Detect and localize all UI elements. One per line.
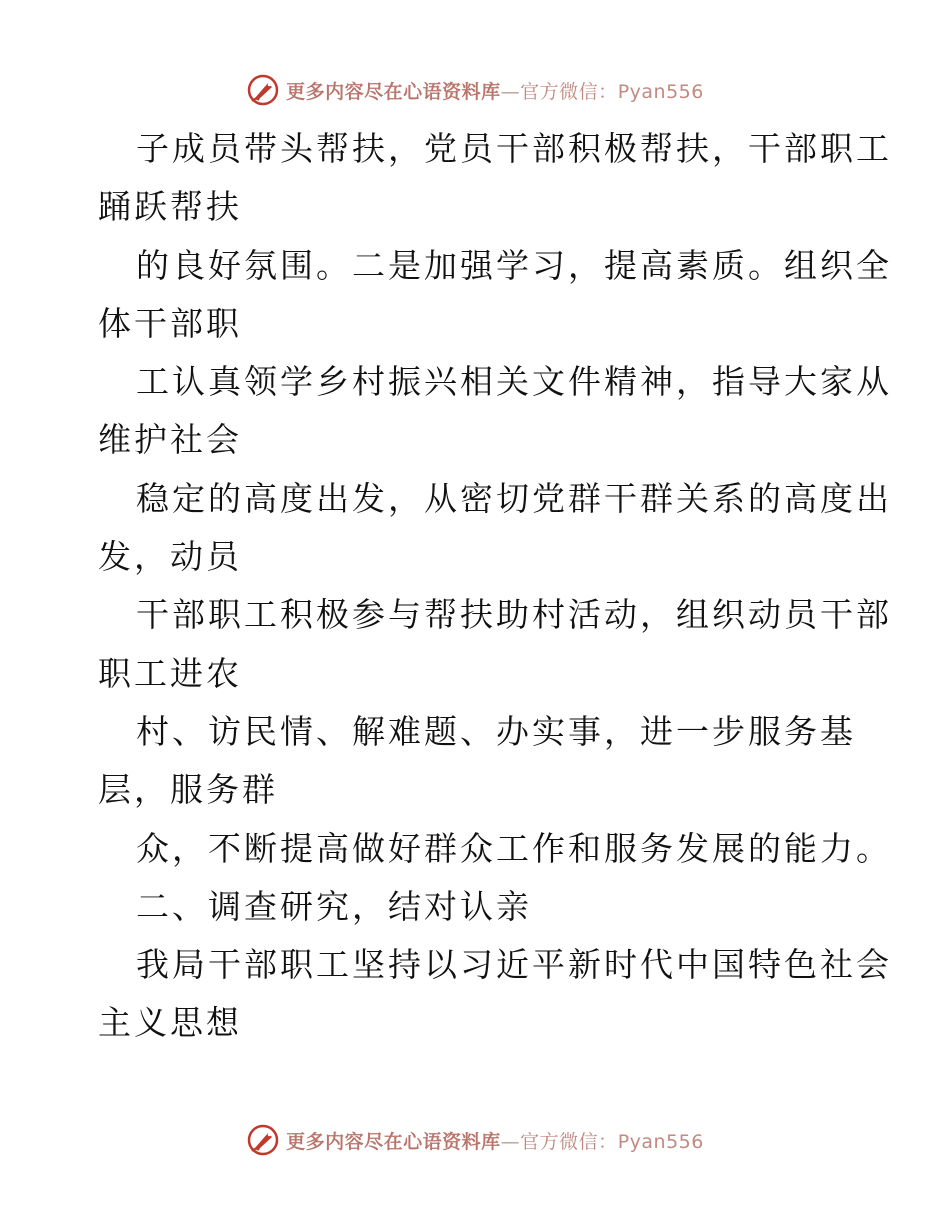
watermark-text bbox=[286, 1127, 704, 1154]
watermark-separator: — bbox=[500, 80, 521, 103]
footer-watermark bbox=[0, 1120, 950, 1160]
body-line: 稳定的高度出发，从密切党群干群关系的高度出 bbox=[136, 478, 892, 518]
body-line: 干部职工积极参与帮扶助村活动，组织动员干部 bbox=[136, 595, 892, 635]
document-body bbox=[98, 120, 892, 1053]
body-line: 工认真领学乡村振兴相关文件精神，指导大家从 bbox=[136, 362, 892, 402]
watermark-brand: 更多内容尽在心语资料库 bbox=[286, 1130, 501, 1153]
watermark-wechat-label: 官方微信： bbox=[520, 1130, 618, 1153]
body-line: 职工进农 bbox=[98, 653, 242, 693]
pen-nib-logo-icon bbox=[246, 1123, 280, 1157]
body-line: 子成员带头帮扶，党员干部积极帮扶，干部职工 bbox=[136, 129, 892, 168]
watermark-separator: — bbox=[500, 1130, 521, 1153]
header-watermark bbox=[0, 70, 950, 110]
body-line: 主义思想 bbox=[98, 1003, 242, 1043]
body-line: 村、访民情、解难题、办实事，进一步服务基 bbox=[136, 711, 856, 751]
body-line: 众，不断提高做好群众工作和服务发展的能力。 bbox=[136, 828, 892, 868]
watermark-account: Pyan556 bbox=[617, 1130, 704, 1153]
body-line: 踊跃帮扶 bbox=[98, 187, 242, 227]
body-line: 体干部职 bbox=[98, 303, 242, 343]
body-line: 层，服务群 bbox=[98, 770, 278, 810]
body-line: 我局干部职工坚持以习近平新时代中国特色社会 bbox=[136, 945, 892, 985]
watermark-wechat-label: 官方微信： bbox=[520, 80, 618, 103]
body-line: 维护社会 bbox=[98, 420, 242, 460]
watermark-brand: 更多内容尽在心语资料库 bbox=[286, 80, 501, 103]
body-line: 的良好氛围。二是加强学习，提高素质。组织全 bbox=[136, 245, 892, 285]
watermark-text bbox=[286, 77, 704, 104]
watermark-account: Pyan556 bbox=[617, 80, 704, 103]
section-heading: 二、调查研究，结对认亲 bbox=[136, 886, 532, 926]
body-line: 发，动员 bbox=[98, 537, 242, 577]
pen-nib-logo-icon bbox=[246, 73, 280, 107]
